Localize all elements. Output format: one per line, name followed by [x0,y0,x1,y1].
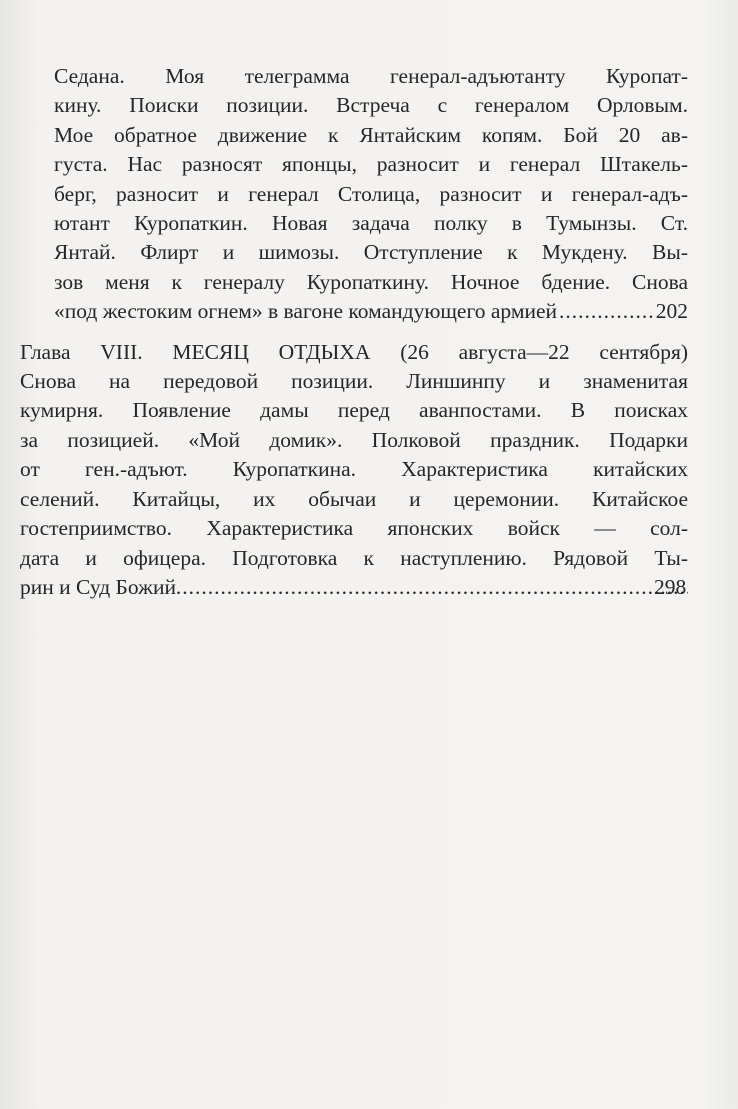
toc-line: рин и Суд Божий [20,574,176,599]
toc-line: берг, разносит и генерал Столица, разносит и генерал-адъ- [54,181,688,206]
toc-last-line [54,297,688,326]
toc-line: Снова на передовой позиции. Линшинпу и знаменитая [20,369,688,394]
toc-line: кумирня. Появление дамы перед аванпостами. В поисках [20,398,688,423]
toc-line: от ген.-адъют. Куропаткина. Характеристика китайских [20,457,688,482]
dot-leader [557,297,656,326]
dot-leader [176,573,688,602]
toc-line: за позицией. «Мой домик». Полковой праздник. Подарки [20,427,688,452]
toc-last-line: рин и Суд Божий ..... 298 [54,573,688,602]
toc-line: дата и офицера. Подготовка к наступлению. Рядовой Ты- [20,545,688,570]
toc-entry-chapter-8 [20,338,688,603]
toc-line: Седана. Моя телеграмма генерал-адъютанту Куропат- [54,64,688,88]
toc-line: гостеприимство. Характеристика японских войск — сол- [20,516,688,541]
toc-line: зов меня к генералу Куропаткину. Ночное бдение. Снова [54,269,688,294]
page-number: 202 [655,299,688,324]
toc-line: Янтай. Флирт и шимозы. Отступление к Мукдену. Вы- [54,240,688,265]
toc-line: селений. Китайцы, их обычаи и церемонии. Китайское [20,486,688,511]
toc-entry-continued [20,62,688,327]
table-of-contents [20,62,688,613]
toc-line: ютант Куропаткин. Новая задача полку в Тумынзы. Ст. [54,211,688,236]
toc-line: кину. Поиски позиции. Встреча с генералом Орловым. [54,93,688,118]
toc-line: Мое обратное движение к Янтайским копям. Бой 20 ав- [54,122,688,147]
toc-line: «под жестоким огнем» в вагоне командующего армией [54,299,558,324]
toc-line: густа. Нас разносят японцы, разносит и генерал Штакель- [54,152,688,177]
chapter-heading: Глава VIII. МЕСЯЦ ОТДЫХА (26 августа—22 сентября) [20,339,688,364]
